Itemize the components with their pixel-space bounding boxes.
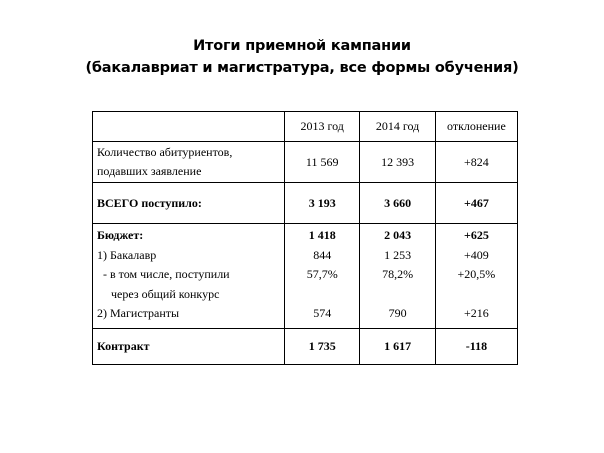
budget-deviation: +625 — [463, 228, 489, 242]
header-year-2013: 2013 год — [285, 112, 360, 142]
bachelor-label: 1) Бакалавр — [97, 247, 157, 262]
total-2013: 3 193 — [285, 183, 360, 224]
applicants-label-line1: Количество абитуриентов, — [97, 145, 233, 159]
budget-2014-values — [360, 224, 435, 329]
budget-2013: 1 418 — [308, 228, 336, 242]
budget-deviation-values — [435, 224, 517, 329]
table-row-contract — [93, 329, 518, 365]
masters-2013: 574 — [313, 306, 332, 320]
spacer — [285, 287, 359, 307]
masters-2014: 790 — [388, 306, 407, 320]
header-year-2014: 2014 год — [360, 112, 435, 142]
admissions-table — [92, 111, 518, 365]
applicants-2013: 11 569 — [285, 142, 360, 183]
page-subtitle: (бакалавриат и магистратура, все формы обучения) — [85, 60, 519, 76]
competition-label-line1: - в том числе, поступили — [103, 267, 230, 281]
bachelor-2014: 1 253 — [384, 247, 412, 262]
masters-deviation: +216 — [464, 306, 489, 320]
header-label-cell — [93, 112, 285, 142]
page-title: Итоги приемной кампании — [193, 38, 411, 54]
total-label: ВСЕГО поступило: — [93, 183, 285, 224]
applicants-label — [93, 142, 285, 183]
table-row-budget — [93, 224, 518, 329]
competition-label-line2: через общий конкурс — [111, 286, 220, 301]
masters-label: 2) Магистранты — [97, 306, 180, 320]
spacer — [436, 287, 517, 307]
spacer — [360, 287, 434, 307]
table-header-row — [93, 112, 518, 142]
budget-2014: 2 043 — [384, 228, 412, 242]
competition-deviation: +20,5% — [457, 267, 496, 281]
table-row-total — [93, 183, 518, 224]
table-row-applicants — [93, 142, 518, 183]
header-deviation: отклонение — [435, 112, 517, 142]
applicants-2014: 12 393 — [360, 142, 435, 183]
contract-label: Контракт — [93, 329, 285, 365]
competition-2014: 78,2% — [382, 267, 414, 281]
contract-deviation: -118 — [435, 329, 517, 365]
contract-2014: 1 617 — [360, 329, 435, 365]
total-2014: 3 660 — [360, 183, 435, 224]
applicants-label-line2: подавших заявление — [97, 164, 202, 178]
bachelor-deviation: +409 — [464, 247, 489, 262]
total-deviation: +467 — [435, 183, 517, 224]
budget-label: Бюджет: — [97, 228, 144, 242]
bachelor-2013: 844 — [313, 247, 332, 262]
competition-2013: 57,7% — [306, 267, 338, 281]
budget-labels — [93, 224, 285, 329]
contract-2013: 1 735 — [285, 329, 360, 365]
budget-2013-values — [285, 224, 360, 329]
applicants-deviation: +824 — [435, 142, 517, 183]
